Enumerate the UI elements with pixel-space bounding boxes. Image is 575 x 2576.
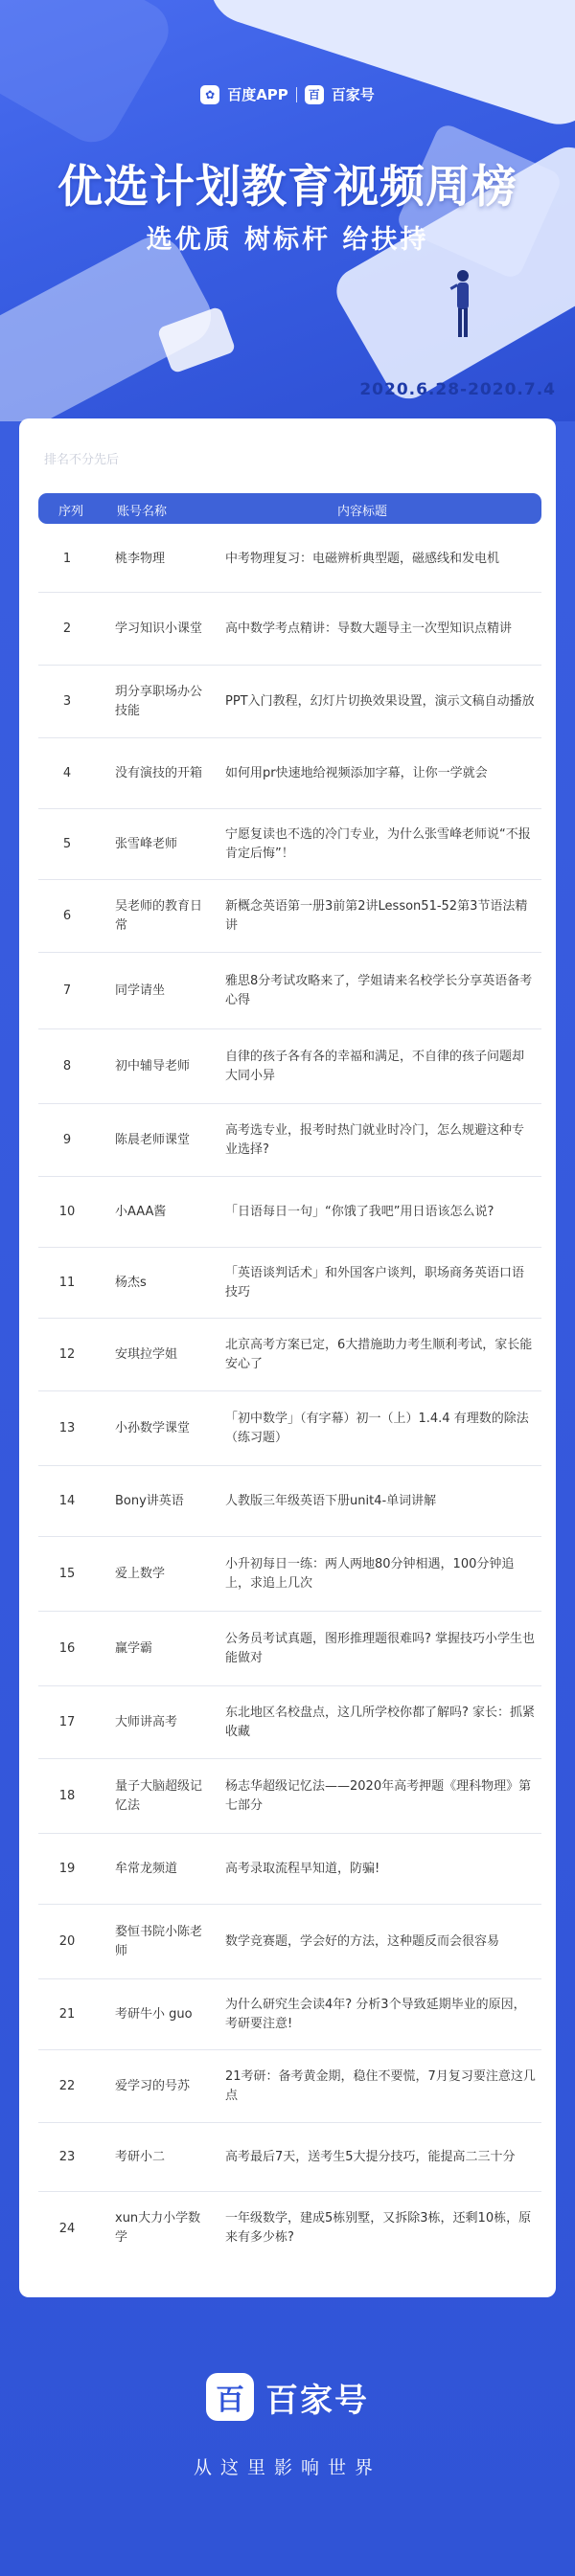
row-number: 4 xyxy=(62,766,72,780)
decor-shape xyxy=(200,0,575,134)
header-account: 账号名称 xyxy=(117,505,168,519)
row-number: 20 xyxy=(58,1934,76,1949)
table-row[interactable] xyxy=(38,1391,541,1466)
content-title[interactable]: 宁愿复读也不选的冷门专业，为什么张雪峰老师说“不报肯定后悔”！ xyxy=(225,826,531,861)
account-name: 爱学习的号苏 xyxy=(115,2078,191,2093)
content-title[interactable]: 北京高考方案已定，6大措施助力考生顺利考试，家长能安心了 xyxy=(225,1337,533,1371)
row-number: 23 xyxy=(58,2150,76,2164)
baijiahao-icon: 百 xyxy=(305,85,324,104)
table-row[interactable] xyxy=(38,809,541,880)
table-row[interactable] xyxy=(38,1537,541,1612)
row-number: 5 xyxy=(62,837,72,851)
account-name: xun大力小学数学 xyxy=(115,2211,201,2245)
table-row[interactable] xyxy=(38,1686,541,1759)
decor-shape xyxy=(0,0,179,152)
row-number: 11 xyxy=(58,1276,76,1290)
ranking-note: 排名不分先后 xyxy=(44,453,120,467)
table-row[interactable] xyxy=(38,666,541,738)
account-name: 张雪峰老师 xyxy=(115,836,178,851)
table-row[interactable] xyxy=(38,2123,541,2192)
content-title[interactable]: PPT入门教程，幻灯片切换效果设置，演示文稿自动播放 xyxy=(225,693,535,709)
table-row[interactable] xyxy=(38,1905,541,1979)
row-number: 3 xyxy=(62,694,72,709)
table-body xyxy=(38,526,541,2265)
table-row[interactable] xyxy=(38,1834,541,1905)
account-name: 考研牛小 guo xyxy=(115,2006,193,2022)
account-name: 牟常龙频道 xyxy=(115,1861,178,1876)
brand-left-label: 百度APP xyxy=(227,86,288,103)
baijiahao-logo-icon: 百 xyxy=(206,2373,254,2421)
row-number: 10 xyxy=(58,1205,76,1219)
account-name: 安琪拉学姐 xyxy=(115,1346,178,1362)
account-name: 考研小二 xyxy=(115,2149,166,2164)
account-name: 初中辅导老师 xyxy=(115,1058,191,1073)
table-row[interactable] xyxy=(38,593,541,666)
row-number: 24 xyxy=(58,2221,76,2236)
content-title[interactable]: 如何用pr快速地给视频添加字幕，让你一学就会 xyxy=(225,765,488,780)
footer-logo xyxy=(0,2373,575,2421)
account-name: 同学请坐 xyxy=(115,983,166,998)
account-name: 玥分享职场办公技能 xyxy=(115,684,203,718)
brand-divider xyxy=(296,87,297,102)
row-number: 13 xyxy=(58,1421,76,1435)
account-name: 没有演技的开箱 xyxy=(115,765,203,780)
content-title[interactable]: 「初中数学」（有字幕）初一（上）1.4.4 有理数的除法（练习题） xyxy=(225,1411,529,1445)
content-title[interactable]: 新概念英语第一册3前第2讲Lesson51-52第3节语法精讲 xyxy=(225,898,528,933)
row-number: 15 xyxy=(58,1567,76,1581)
row-number: 16 xyxy=(58,1641,76,1656)
table-row[interactable] xyxy=(38,880,541,953)
account-name: 学习知识小课堂 xyxy=(115,621,203,636)
content-title[interactable]: 小升初每日一练：两人两地80分钟相遇，100分钟追上，求追上几次 xyxy=(225,1556,515,1591)
content-title[interactable]: 公务员考试真题，图形推理题很难吗? 掌握技巧小学生也能做对 xyxy=(225,1631,536,1665)
table-row[interactable] xyxy=(38,1759,541,1834)
table-row[interactable] xyxy=(38,953,541,1029)
row-number: 19 xyxy=(58,1862,76,1876)
account-name: 小孙数学课堂 xyxy=(115,1420,191,1435)
content-title[interactable]: 一年级数学，建成5栋别墅，又拆除3栋，还剩10栋，原来有多少栋? xyxy=(225,2211,532,2245)
content-title[interactable]: 雅思8分考试攻略来了，学姐请来名校学长分享英语备考心得 xyxy=(225,973,533,1007)
account-name: 大师讲高考 xyxy=(115,1714,178,1729)
table-row[interactable] xyxy=(38,1248,541,1319)
content-title[interactable]: 中考物理复习：电磁辨析典型题，磁感线和发电机 xyxy=(225,551,500,566)
table-row[interactable] xyxy=(38,1979,541,2050)
content-title[interactable]: 「英语谈判话术」和外国客户谈判，职场商务英语口语技巧 xyxy=(225,1265,525,1299)
footer-logo-text: 百家号 xyxy=(265,2381,369,2420)
row-number: 1 xyxy=(62,552,72,566)
row-number: 22 xyxy=(58,2079,76,2093)
paw-icon: ✿ xyxy=(200,85,219,104)
row-number: 14 xyxy=(58,1494,76,1508)
content-title[interactable]: 人教版三年级英语下册unit4-单词讲解 xyxy=(225,1493,437,1508)
brand-right-label: 百家号 xyxy=(331,86,375,103)
content-title[interactable]: 21考研：备考黄金期，稳住不要慌，7月复习要注意这几点 xyxy=(225,2068,536,2103)
account-name: 婺恒书院小陈老师 xyxy=(115,1924,203,1958)
table-row[interactable] xyxy=(38,2192,541,2265)
account-name: 爱上数学 xyxy=(115,1566,166,1581)
table-row[interactable] xyxy=(38,1612,541,1686)
header-no: 序列 xyxy=(58,505,84,519)
table-row[interactable] xyxy=(38,1029,541,1104)
brand-bar xyxy=(0,84,575,104)
person-illustration-icon xyxy=(448,268,477,345)
row-number: 17 xyxy=(58,1715,76,1729)
content-title[interactable]: 「日语每日一句」“你饿了我吧”用日语该怎么说? xyxy=(225,1204,494,1219)
table-row[interactable] xyxy=(38,1104,541,1177)
content-title[interactable]: 高考选专业，报考时热门就业时冷门，怎么规避这种专业选择? xyxy=(225,1122,525,1157)
account-name: 吴老师的教育日常 xyxy=(115,898,203,933)
content-title[interactable]: 高中数学考点精讲：导数大题导主一次型知识点精讲 xyxy=(225,621,513,636)
account-name: 量子大脑超级记忆法 xyxy=(115,1778,203,1813)
content-title[interactable]: 数学竞赛题，学会好的方法，这种题反而会很容易 xyxy=(225,1933,500,1949)
row-number: 7 xyxy=(62,983,72,998)
account-name: Bony讲英语 xyxy=(115,1493,184,1508)
row-number: 6 xyxy=(62,909,72,923)
table-row[interactable] xyxy=(38,1177,541,1248)
row-number: 2 xyxy=(62,621,72,636)
content-title[interactable]: 自律的孩子各有各的幸福和满足，不自律的孩子问题却大同小异 xyxy=(225,1049,525,1083)
table-row[interactable] xyxy=(38,2050,541,2123)
content-title[interactable]: 高考录取流程早知道，防骗! xyxy=(225,1861,380,1876)
content-title[interactable]: 东北地区名校盘点，这几所学校你都了解吗? 家长：抓紧收藏 xyxy=(225,1705,536,1739)
account-name: 桃李物理 xyxy=(115,551,166,566)
hero-banner xyxy=(0,0,575,421)
content-title[interactable]: 高考最后7天，送考生5大提分技巧，能提高二三十分 xyxy=(225,2149,516,2164)
table-header xyxy=(38,493,541,524)
row-number: 21 xyxy=(58,2007,76,2022)
row-number: 8 xyxy=(62,1059,72,1073)
content-title[interactable]: 为什么研究生会读4年? 分析3个导致延期毕业的原因，考研要注意! xyxy=(225,1997,526,2031)
table-row[interactable] xyxy=(38,1466,541,1537)
row-number: 18 xyxy=(58,1789,76,1803)
table-row[interactable] xyxy=(38,1319,541,1391)
date-range: 2020.6.28-2020.7.4 xyxy=(359,380,556,399)
account-name: 杨杰s xyxy=(115,1275,147,1290)
row-number: 12 xyxy=(58,1347,76,1362)
account-name: 赢学霸 xyxy=(115,1640,153,1656)
table-row[interactable] xyxy=(38,526,541,593)
account-name: 陈晨老师课堂 xyxy=(115,1132,191,1147)
ranking-card xyxy=(19,418,556,2297)
table-row[interactable] xyxy=(38,738,541,809)
header-title: 内容标题 xyxy=(337,505,388,519)
footer-slogan: 从这里影响世界 xyxy=(193,2457,381,2478)
account-name: 小AAA酱 xyxy=(115,1204,167,1219)
page-title: 优选计划教育视频周榜 xyxy=(58,161,518,214)
content-title[interactable]: 杨志华超级记忆法——2020年高考押题《理科物理》第七部分 xyxy=(225,1778,532,1813)
page-subtitle: 选优质 树标杆 给扶持 xyxy=(146,225,429,255)
row-number: 9 xyxy=(62,1133,72,1147)
